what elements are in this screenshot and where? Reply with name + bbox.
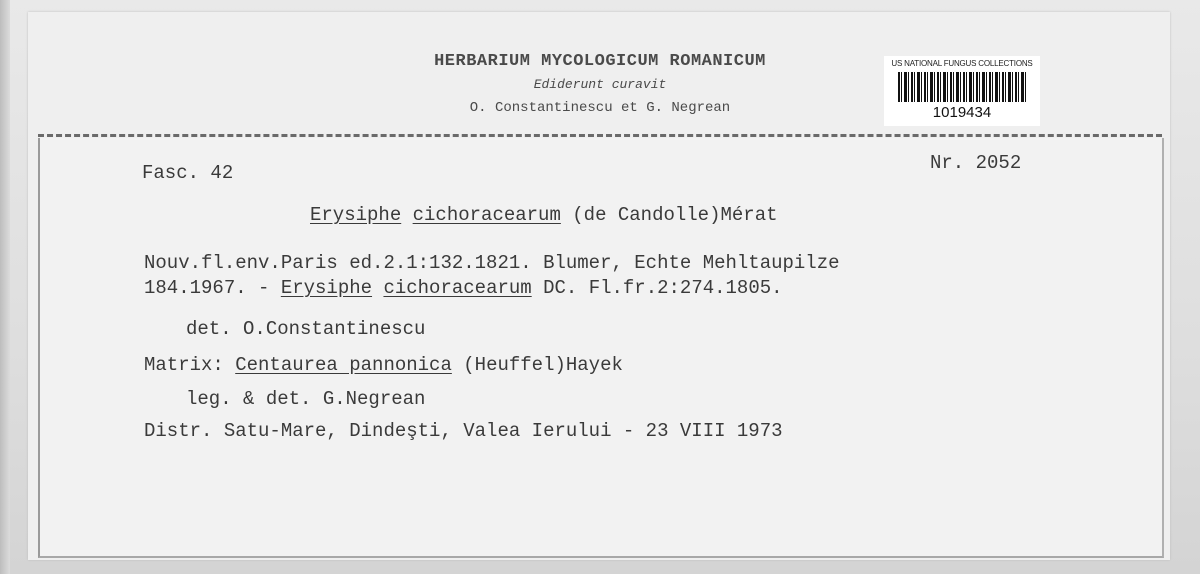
host-authority: (Heuffel)Hayek [451, 354, 623, 376]
genus-name: Erysiphe [310, 204, 402, 226]
distribution-line: Distr. Satu-Mare, Dindeşti, Valea Ierului - 23 VIII 1973 [144, 420, 783, 442]
citation-suffix: DC. Fl.fr.2:274.1805. [531, 277, 783, 299]
determiner-line: det. O.Constantinescu [186, 318, 426, 340]
barcode-icon [898, 72, 1026, 102]
matrix-line [144, 356, 623, 375]
matrix-prefix: Matrix: [144, 354, 236, 376]
herbarium-title: HERBARIUM MYCOLOGICUM ROMANICUM [434, 52, 766, 71]
species-authority: (de Candolle)Mérat [572, 204, 778, 226]
barcode-caption: US NATIONAL FUNGUS COLLECTIONS [891, 59, 1033, 68]
citation-prefix: 184.1967. - [144, 277, 281, 299]
herbarium-editors: O. Constantinescu et G. Negrean [469, 100, 731, 116]
collector-line: leg. & det. G.Negrean [186, 388, 426, 410]
label-body [38, 138, 1164, 558]
citation-genus: Erysiphe [280, 277, 373, 299]
label-header [340, 52, 860, 116]
host-name: Centaurea pannonica [235, 354, 452, 376]
species-epithet: cichoracearum [412, 204, 561, 226]
herbarium-subtitle: Ediderunt curavit [533, 77, 667, 92]
citation-species: cichoracearum [383, 277, 532, 299]
barcode-number: 1019434 [932, 104, 992, 121]
exsiccata-number: Nr. 2052 [930, 152, 1022, 174]
citation-line-2 [144, 279, 783, 298]
fascicle-number: Fasc. 42 [142, 162, 234, 184]
barcode-label [884, 56, 1040, 126]
cut-line [38, 134, 1162, 137]
species-name [310, 206, 778, 225]
citation-line-1: Nouv.fl.env.Paris ed.2.1:132.1821. Blumer, Echte Mehltaupilze [144, 252, 840, 274]
